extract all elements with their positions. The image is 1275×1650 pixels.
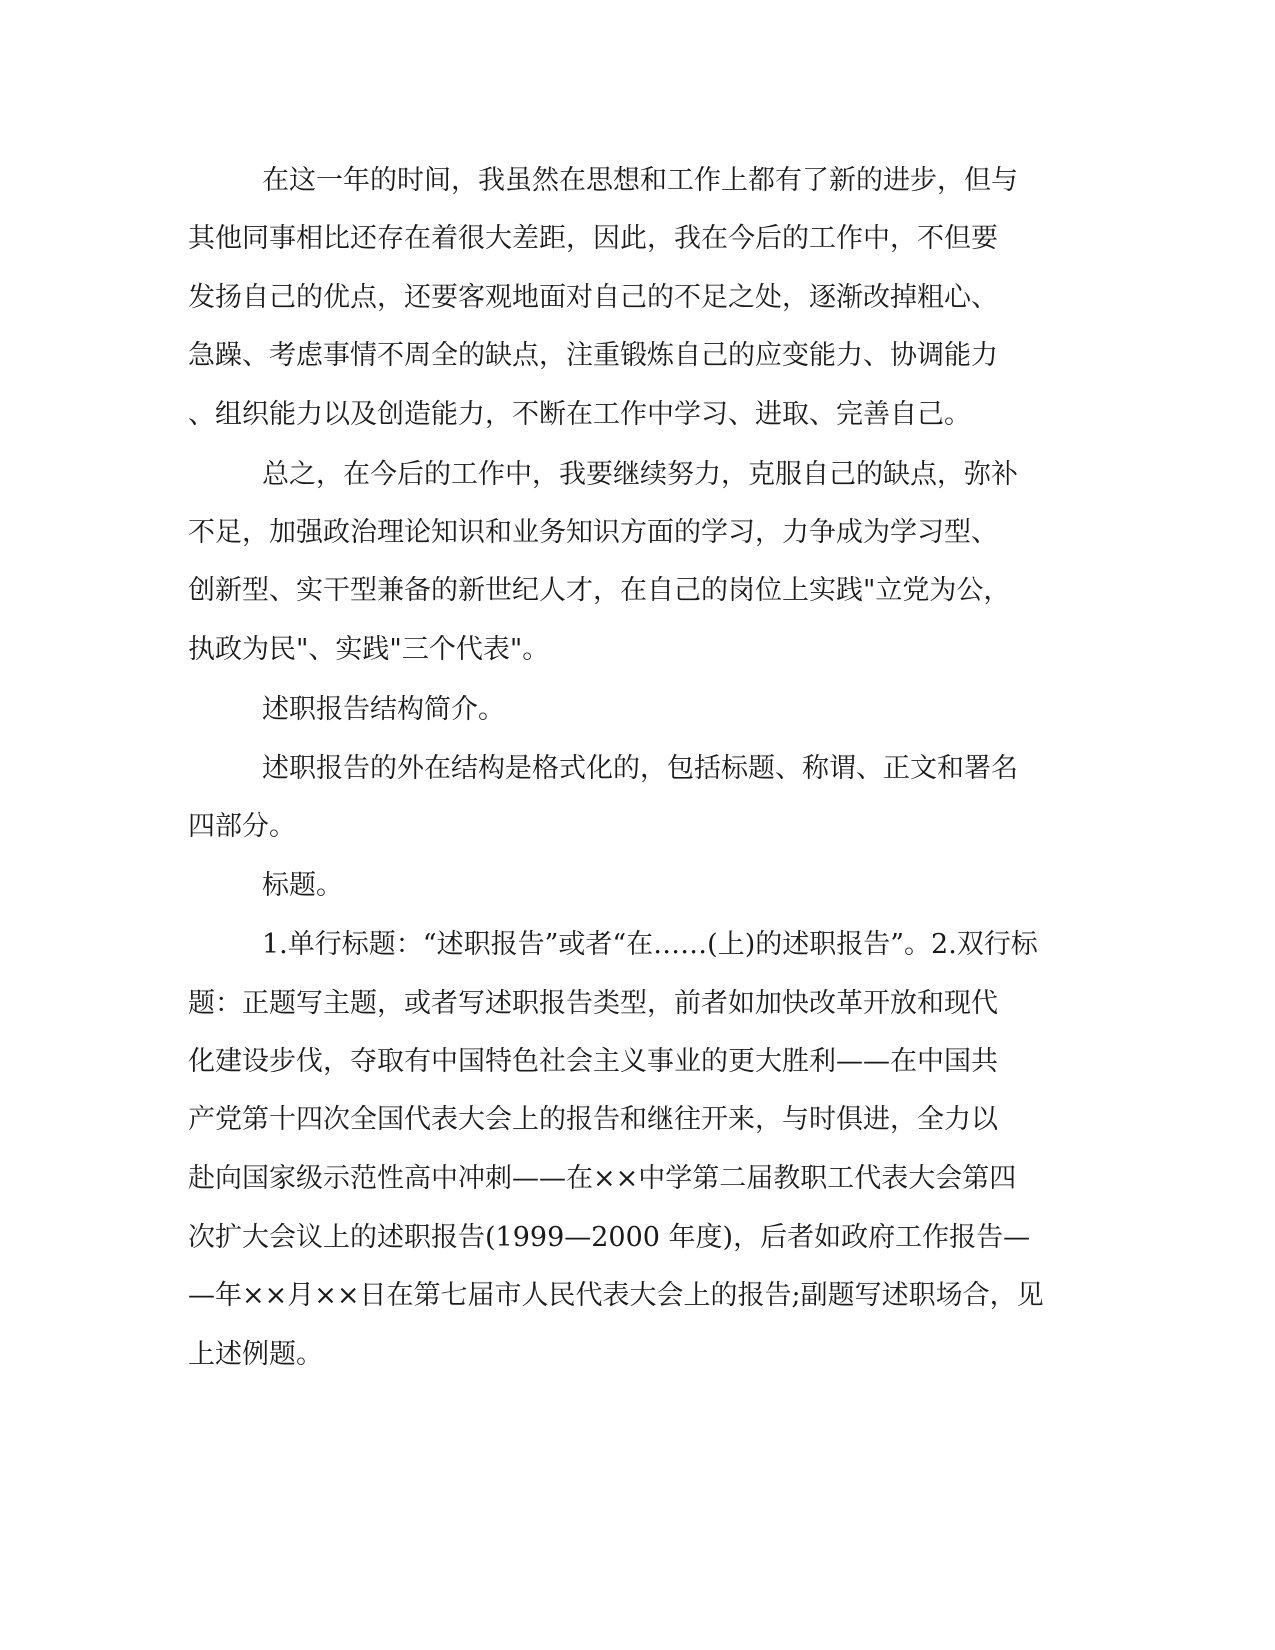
paragraph-6-line-8: 上述例题。 (188, 1339, 323, 1370)
paragraph-6-line-1: 1.单行标题：“述职报告”或者“在……(上)的述职报告”。2.双行标 (262, 929, 1038, 960)
paragraph-1-line-2: 其他同事相比还存在着很大差距，因此，我在今后的工作中，不但要 (188, 223, 998, 254)
paragraph-3-line-1: 述职报告结构简介。 (262, 694, 505, 725)
paragraph-6-line-7: —年××月××日在第七届市人民代表大会上的报告;副题写述职场合，见 (188, 1280, 1044, 1311)
paragraph-6-line-2: 题：正题写主题，或者写述职报告类型，前者如加快改革开放和现代 (188, 988, 998, 1019)
paragraph-2-line-1: 总之，在今后的工作中，我要继续努力，克服自己的缺点，弥补 (262, 459, 1018, 490)
paragraph-6-line-5: 赴向国家级示范性高中冲刺——在××中学第二届教职工代表大会第四 (188, 1163, 1017, 1194)
paragraph-6-line-3: 化建设步伐，夺取有中国特色社会主义事业的更大胜利——在中国共 (188, 1046, 998, 1077)
paragraph-6-line-6: 次扩大会议上的述职报告(1999—2000 年度)，后者如政府工作报告— (188, 1222, 1031, 1253)
paragraph-4-line-1: 述职报告的外在结构是格式化的，包括标题、称谓、正文和署名 (262, 753, 1018, 784)
paragraph-1-line-5: 、组织能力以及创造能力，不断在工作中学习、进取、完善自己。 (188, 399, 971, 430)
paragraph-1-line-1: 在这一年的时间，我虽然在思想和工作上都有了新的进步，但与 (262, 165, 1018, 196)
paragraph-6-line-4: 产党第十四次全国代表大会上的报告和继往开来，与时俱进，全力以 (188, 1104, 998, 1135)
paragraph-5-line-1: 标题。 (262, 870, 343, 901)
paragraph-2-line-3: 创新型、实干型兼备的新世纪人才，在自己的岗位上实践"立党为公， (188, 575, 1011, 606)
paragraph-2-line-2: 不足，加强政治理论知识和业务知识方面的学习，力争成为学习型、 (188, 517, 998, 548)
paragraph-1-line-4: 急躁、考虑事情不周全的缺点，注重锻炼自己的应变能力、协调能力 (188, 340, 998, 371)
paragraph-2-line-4: 执政为民"、实践"三个代表"。 (188, 634, 550, 665)
paragraph-1-line-3: 发扬自己的优点，还要客观地面对自己的不足之处，逐渐改掉粗心、 (188, 282, 998, 313)
paragraph-4-line-2: 四部分。 (188, 811, 296, 842)
